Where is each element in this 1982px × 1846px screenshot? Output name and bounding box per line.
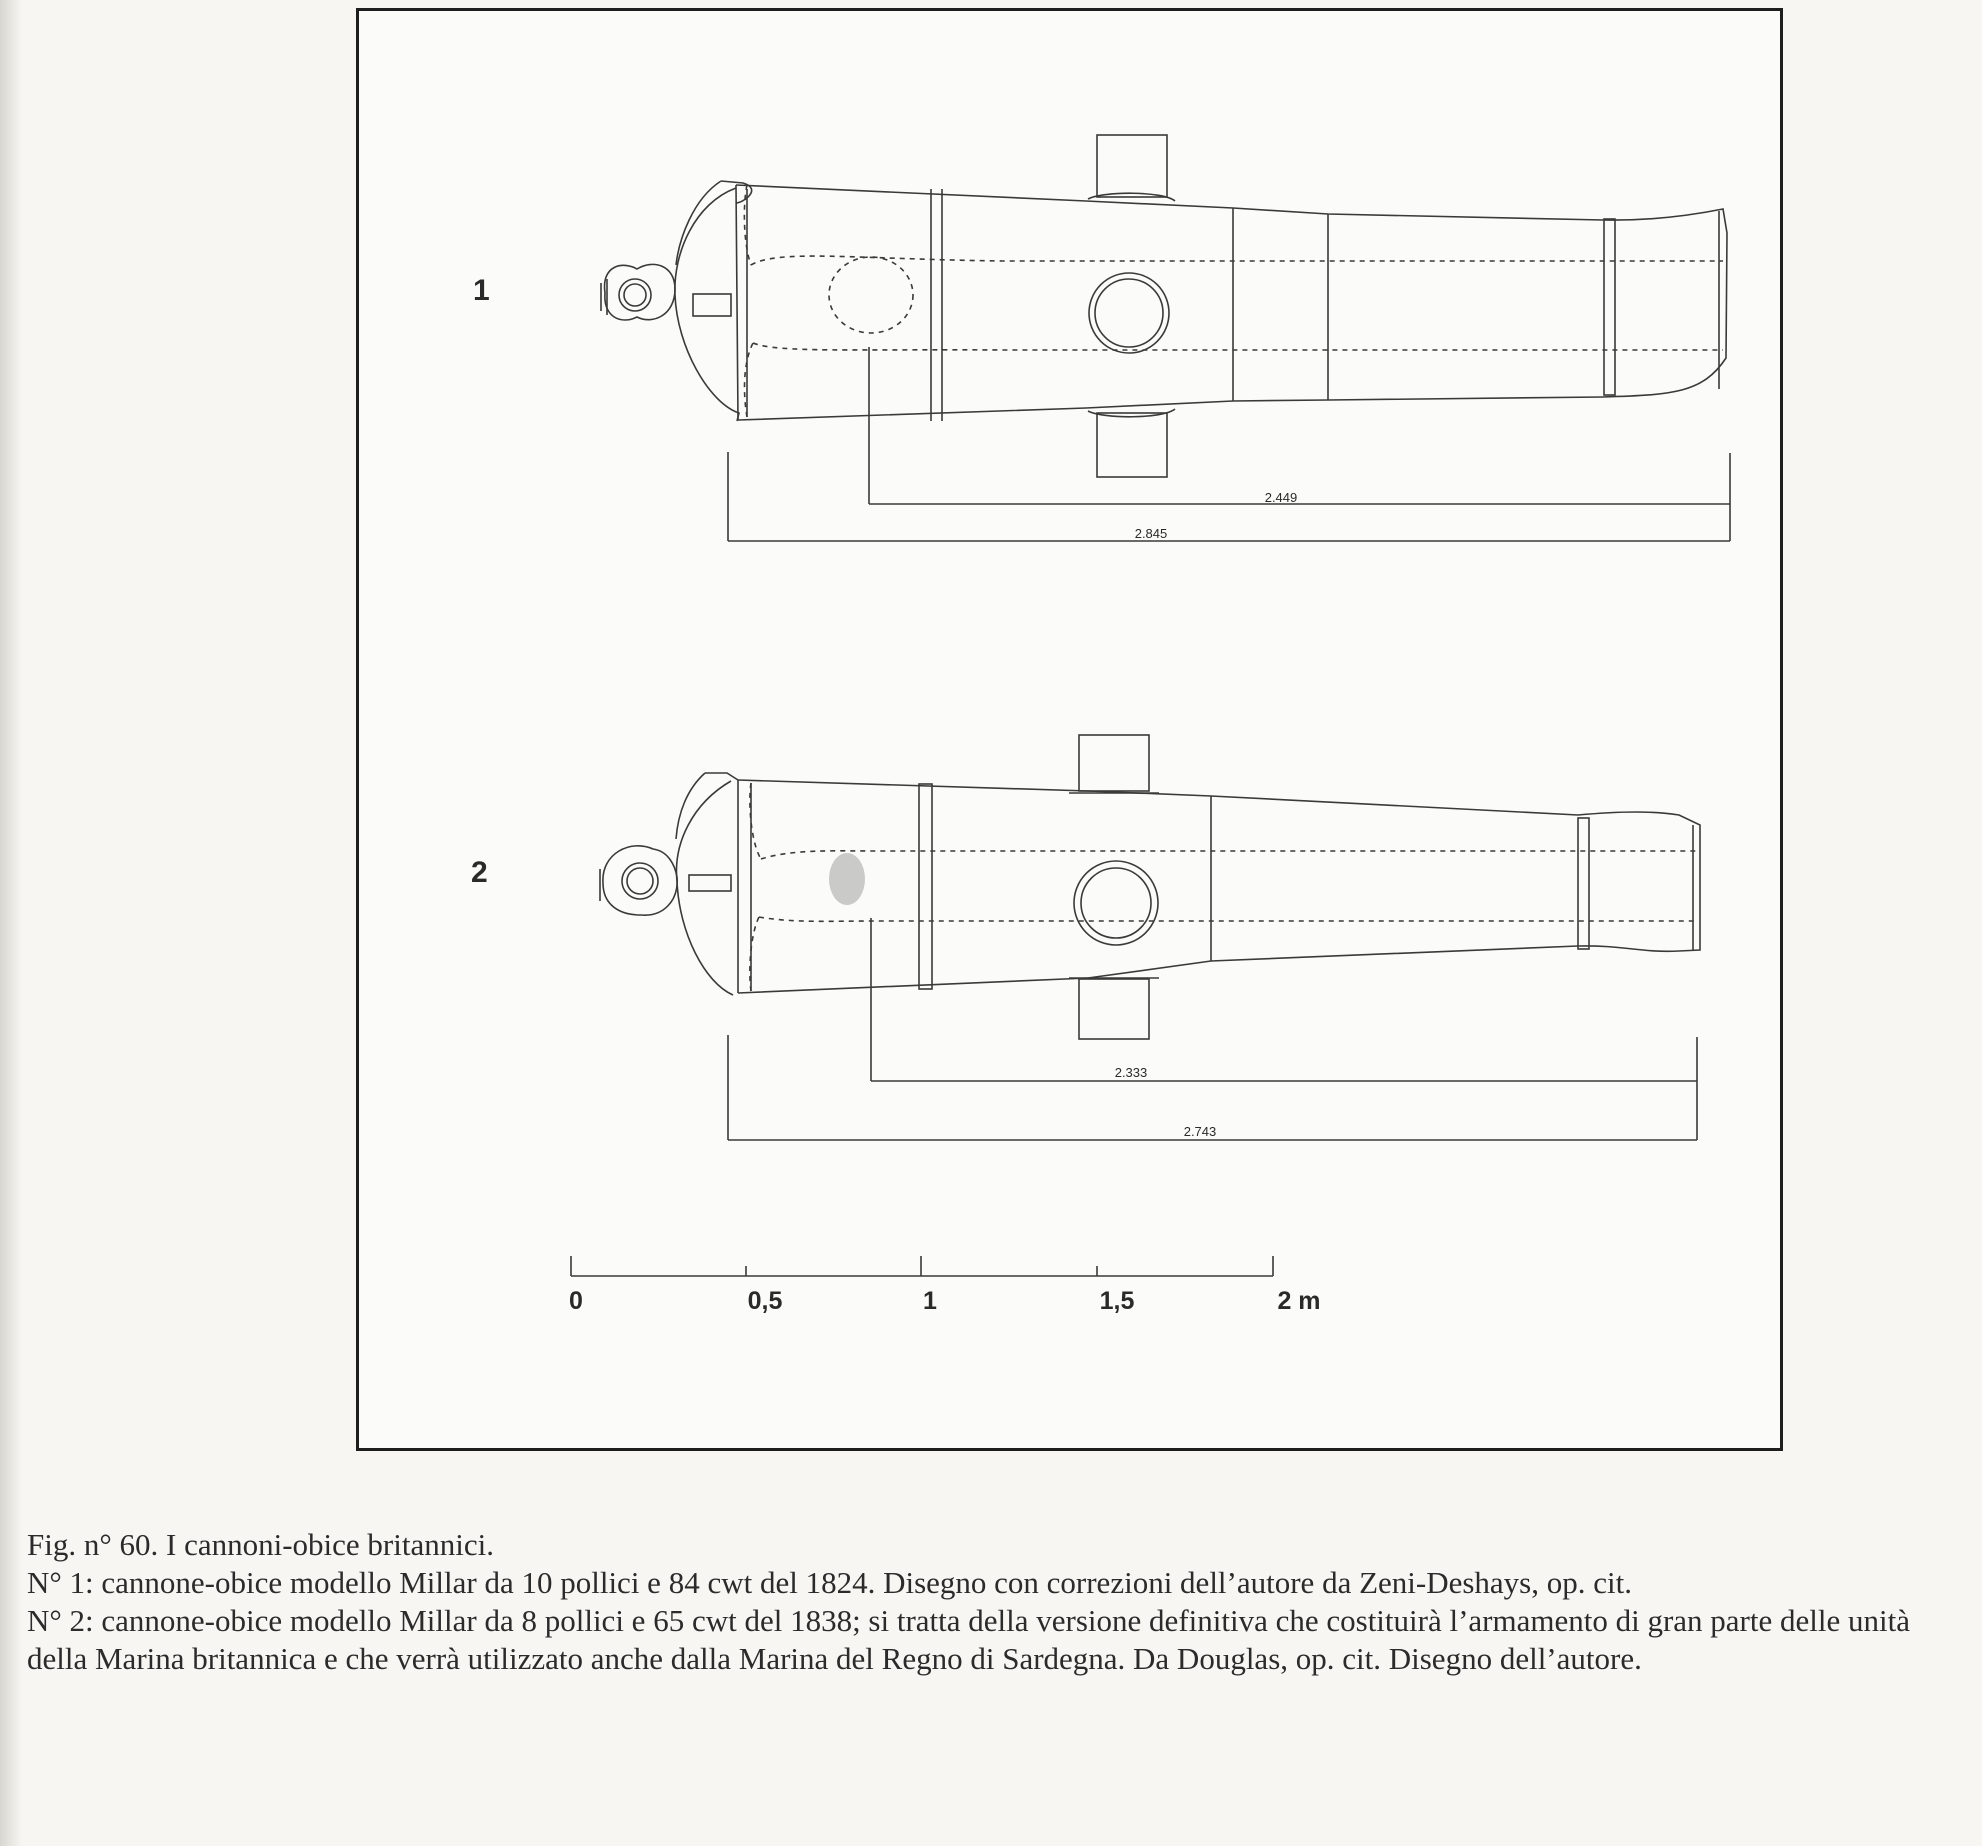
caption-note-2: N° 2: cannone-obice modello Millar da 8 pollici e 65 cwt del 1838; si tratta della versione definitiva che costituirà l’armamento di gran parte delle unità della Marina britannica e che verrà utilizzato anche dalla Marina del Regno di Sardegna. Da Douglas, op. cit. Disegno dell’autore. (27, 1603, 1910, 1676)
cannon-2 (471, 735, 1700, 1140)
scale-tick-label: 0 (569, 1287, 583, 1315)
cannon-2-body (738, 780, 1700, 993)
scale-tick-label: 1,5 (1099, 1287, 1135, 1315)
scale-tick-label: 1 (923, 1287, 937, 1315)
scale-tick-label: 2 m (1277, 1287, 1321, 1315)
stain-mark (829, 853, 865, 905)
cannon-2-cascabel (600, 846, 677, 915)
scale-tick-label: 0,5 (747, 1287, 783, 1315)
figure-caption (27, 1526, 1957, 1678)
dimension-label: 2.449 (1264, 490, 1298, 505)
cannon-2-breech (676, 773, 738, 995)
cannon-2-dimensions (728, 918, 1697, 1140)
page-edge-shadow (0, 0, 22, 1846)
gun-1-number: 1 (473, 274, 490, 307)
dimension-label: 2.333 (1114, 1065, 1148, 1080)
cannon-1-body (736, 185, 1727, 420)
cannon-1 (473, 135, 1730, 541)
gun-2-number: 2 (471, 856, 488, 889)
cannon-1-dimensions (728, 347, 1730, 541)
caption-title: Fig. n° 60. I cannoni-obice britannici. (27, 1527, 494, 1562)
cannon-drawing (359, 11, 1780, 1448)
cannon-1-cascabel (601, 264, 675, 320)
caption-note-1: N° 1: cannone-obice modello Millar da 10 pollici e 84 cwt del 1824. Disegno con correzioni dell’autore da Zeni-Deshays, op. cit. (27, 1565, 1632, 1600)
cannon-1-breech (675, 181, 752, 421)
figure-frame (356, 8, 1783, 1451)
dimension-label: 2.845 (1134, 526, 1168, 541)
cannon-2-trunnions (1069, 735, 1159, 1039)
scale-bar (571, 1256, 1273, 1276)
dimension-label: 2.743 (1183, 1124, 1217, 1139)
